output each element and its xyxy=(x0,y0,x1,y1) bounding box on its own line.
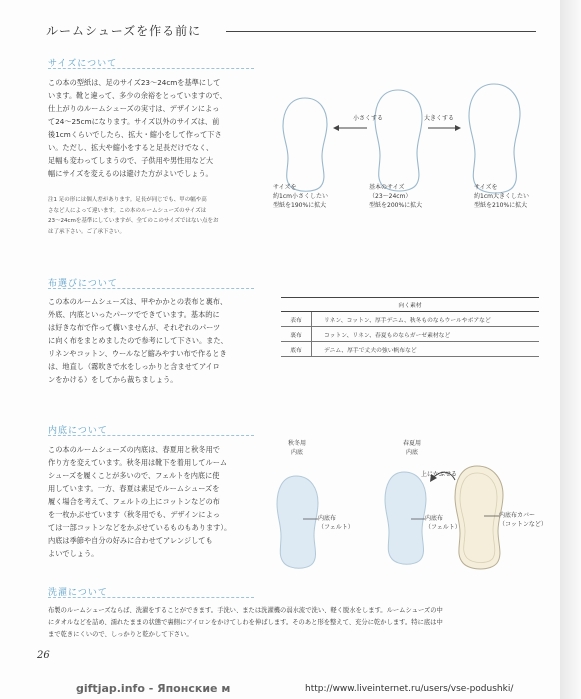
caption-small: サイズを 約1cm小さくしたい 型紙を190%に拡大 xyxy=(273,184,328,209)
wash-heading: 洗濯について xyxy=(48,588,108,598)
spring-felt-insole xyxy=(385,472,426,564)
caption-large: サイズを 約1cm大きくしたい 型紙を210%に拡大 xyxy=(474,184,529,209)
material-table-heading: 向く素材 xyxy=(281,298,539,312)
footer-watermark: giftjap.info - Японские м xyxy=(76,682,231,695)
fabric-body: この本のルームシューズは、甲やかかとの表布と裏布、 外底、内底といったパーツでできています。基本的に は好きな布で作って構いませんが、それぞれのパーツ に向く布をまとめましたので参考にして下さい。また、 リネンやコットン、ウールなど縮みやすい布で作るとき は、地直し（霧吹きで水をしっかりと含ませてアイロ ンをかける）をしてから裁ちましょう。 xyxy=(48,297,228,384)
insole-heading-rule xyxy=(48,435,254,436)
material-table-header xyxy=(281,298,539,312)
table-row xyxy=(281,312,539,327)
enlarge-arrow-head xyxy=(455,125,461,131)
insole-body: この本のルームシューズの内底は、春夏用と秋冬用で 作り方を変えています。秋冬用は靴下を着用してルーム シューズを履くことが多いので、フェルトを内底に使 用しています。一方、春夏は素足でルームシューズを 履く場合を考えて、フェルトの上にコットンなどの布 を一枚かぶせています（秋冬用でも、デザインによっ ては一部コットンなどをかぶせているものもあります）。 内底は季節や自分の好みに合わせてアレンジしても よいでしょう。 xyxy=(48,445,232,558)
material-table xyxy=(281,297,539,357)
shrink-label: 小さくする xyxy=(353,115,384,122)
table-cell-kind: 底布 xyxy=(281,342,312,357)
sole-small xyxy=(283,98,327,191)
table-cell-material: デニム、厚手で丈夫の強い帆布など xyxy=(312,342,540,357)
sole-base xyxy=(375,90,422,191)
spring-insole-title: 春夏用 内底 xyxy=(402,440,421,456)
fabric-heading-rule xyxy=(48,288,254,289)
autumn-insole-title: 秋冬用 内底 xyxy=(287,440,306,456)
size-heading: サイズについて xyxy=(48,59,118,69)
enlarge-label: 大きくする xyxy=(424,115,455,122)
table-row xyxy=(281,342,539,357)
shrink-arrow-head xyxy=(333,125,339,131)
table-cell-material: リネン、コットン、厚手デニム、秋冬ものならウールやボアなど xyxy=(312,312,540,327)
page-title: ルームシューズを作る前に xyxy=(46,24,202,38)
sole-large xyxy=(469,84,520,193)
caption-base: 基本のサイズ （23〜24cm） 型紙を200%に拡大 xyxy=(369,184,423,209)
felt-label-spring: 内底布 （フェルト） xyxy=(425,515,461,531)
size-note: 注1 足の形には個人差があります。足長が同じでも、甲の幅や高 さなど人によって違います。この本のルームシューズのサイズは 23〜24cmを基準にしていますが、全てのこのサイズではない点をお は了承下さい。ご了承下さい。 xyxy=(48,197,219,235)
spring-cover-insole xyxy=(455,466,503,569)
page-number: 26 xyxy=(37,650,50,661)
autumn-insole xyxy=(277,476,318,568)
insole-heading: 内底について xyxy=(48,426,108,436)
wash-body: 布製のルームシューズならば、洗濯をすることができます。手洗い、または洗濯機の弱水流で洗い、軽く脱水をします。ルームシューズの中 にタオルなどを詰め、濡れたままの状態で裏側にアイロンをかけてしわを伸ばします。そのあと形を整えて、充分に乾かします。特に底は中 まで乾きにくいので、しっかりと乾かして下さい。 xyxy=(48,607,443,638)
table-cell-material: コットン、リネン、春夏ものならガーゼ素材など xyxy=(312,327,540,342)
cover-label: 内底布カバー （コットンなど） xyxy=(499,512,547,528)
table-row xyxy=(281,327,539,342)
wash-heading-rule xyxy=(48,597,254,598)
felt-label-autumn: 内底布 （フェルト） xyxy=(318,515,354,531)
fabric-heading: 布選びについて xyxy=(48,279,118,289)
table-cell-kind: 裏布 xyxy=(281,327,312,342)
cover-arrow-label: 上にかぶせる xyxy=(421,471,458,478)
size-body: この本の型紙は、足のサイズ23〜24cmを基準にして います。靴と違って、多少の余裕をとっていますので、 仕上がりのルームシューズの実寸は、デザインによっ て24〜25cmになります。サイズ以外のサイズは、前 後1cmくらいでしたら、拡大・縮小をして作って下さ い。ただし、拡大や縮小をすると足長だけでなく、 足幅も変わってしまうので、子供用や男性用など大 幅にサイズを変えるのは避けた方がよいでしょう。 xyxy=(48,78,227,178)
table-cell-kind: 表布 xyxy=(281,312,312,327)
footer-url: http://www.liveinternet.ru/users/vse-podushki/ xyxy=(305,684,514,694)
